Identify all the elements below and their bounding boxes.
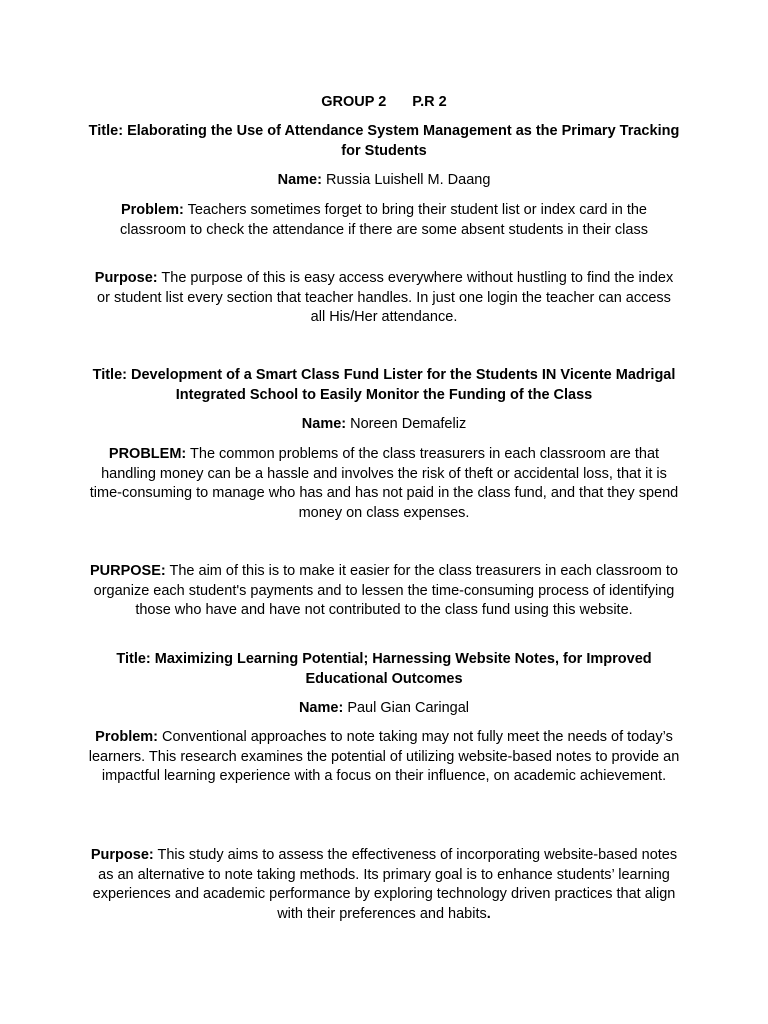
entry-2-purpose (88, 562, 680, 621)
entry-1-purpose (88, 269, 680, 328)
entry-3-name (88, 699, 680, 719)
problem-text: The common problems of the class treasurers in each classroom are that handling money can be a hassle and involves the risk of theft or accidental loss, that it is time-consuming to manage who has and has not paid in the class fund, and that they spend money on class expenses. (89, 446, 679, 521)
purpose-text: The purpose of this is easy access everywhere without hustling to find the index or student list every section that teacher handles. In just one login the teacher can access all His/Her attendance. (97, 270, 674, 325)
group-label: GROUP 2 (321, 94, 387, 110)
purpose-text: This study aims to assess the effectiveness of incorporating website-based notes as an alternative to note taking methods. Its primary goal is to enhance students’ learning experiences and academic performance by exploring technology driven practices that align with their preferences and habits (92, 847, 678, 922)
purpose-label: PURPOSE: (89, 563, 166, 579)
entry-3-title: Title: Maximizing Learning Potential; Harnessing Website Notes, for Improved Educational Outcomes (116, 651, 652, 687)
name-value: Russia Luishell M. Daang (325, 172, 491, 188)
entry-3-problem (88, 728, 680, 787)
entry-1-title: Title: Elaborating the Use of Attendance System Management as the Primary Tracking for Students (88, 123, 680, 159)
entry-1-problem (88, 201, 680, 240)
entry-2-name (88, 415, 680, 435)
name-label: Name: (298, 700, 344, 716)
problem-text: Teachers sometimes forget to bring their student list or index card in the classroom to check the attendance if there are some absent students in their class (120, 202, 648, 238)
name-value: Noreen Demafeliz (350, 416, 467, 432)
section-label: P.R 2 (412, 94, 447, 110)
entry-2-title: Title: Development of a Smart Class Fund Lister for the Students IN Vicente Madrigal Integrated School to Easily Monitor the Funding of the Class (92, 367, 676, 403)
purpose-end-period: . (486, 905, 491, 922)
problem-label: Problem: (95, 729, 159, 745)
name-value: Paul Gian Caringal (347, 700, 470, 716)
problem-label: Problem: (120, 202, 184, 218)
document-header (88, 93, 680, 113)
problem-label: PROBLEM: (108, 446, 187, 462)
name-label: Name: (277, 172, 322, 188)
purpose-label: Purpose: (90, 847, 154, 863)
entry-2-problem (88, 445, 680, 523)
entry-1-name (88, 171, 680, 191)
name-label: Name: (301, 416, 347, 432)
purpose-label: Purpose: (94, 270, 158, 286)
problem-text: Conventional approaches to note taking may not fully meet the needs of today’s learners. This research examines the potential of utilizing website-based notes to provide an impactful learning experience with a focus on their influence, on academic achievement. (88, 729, 680, 784)
entry-3-purpose (88, 846, 680, 924)
purpose-text: The aim of this is to make it easier for the class treasurers in each classroom to organize each student's payments and to lessen the time-consuming process of identifying those who have and have not contributed to the class fund using this website. (93, 563, 679, 618)
